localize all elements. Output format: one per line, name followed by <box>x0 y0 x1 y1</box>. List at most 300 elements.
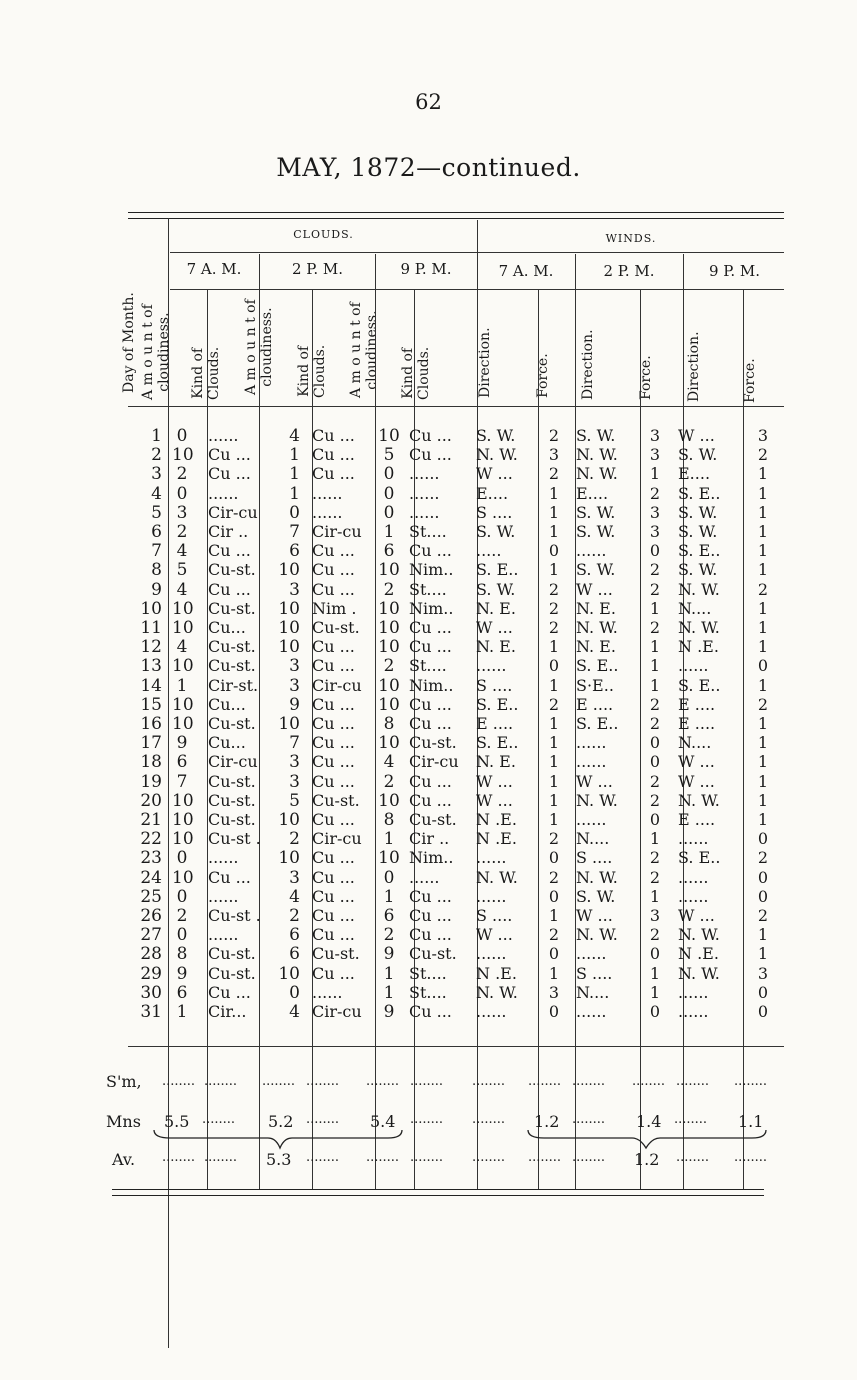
day-cell: 27 <box>140 925 162 946</box>
direction-2pm-cell: W ... <box>576 579 613 599</box>
direction-9pm-cell: S. W. <box>678 522 718 541</box>
mean-dots-5: ........ <box>572 1112 606 1127</box>
amount-9pm-cell: 6 <box>383 906 395 926</box>
force-7am-cell: 1 <box>548 483 560 503</box>
direction-7am-cell: W ... <box>476 925 513 945</box>
force-2pm-cell: 1 <box>649 963 661 983</box>
force-2pm-cell: 2 <box>649 618 661 637</box>
force-7am-cell: 0 <box>548 1002 560 1021</box>
direction-2pm-cell: N. W. <box>576 618 618 637</box>
force-9pm-cell: 1 <box>757 522 769 541</box>
direction-2pm-cell: N.... <box>576 982 610 1002</box>
direction-2pm-cell: S·E.. <box>576 675 614 695</box>
force-2pm-cell: 2 <box>649 771 661 791</box>
day-cell: 11 <box>140 618 162 638</box>
amount-9pm-cell: 6 <box>383 541 395 562</box>
direction-2pm-cell: N. E. <box>576 598 616 618</box>
force-9pm-cell: 2 <box>757 906 769 925</box>
amount-7am-cell: 10 <box>172 694 194 715</box>
time-clouds-9pm: 9 P. M. <box>400 260 452 278</box>
amount-7am-cell: 0 <box>176 848 188 869</box>
kind-2pm-cell: Cu ... <box>312 963 355 983</box>
force-2pm-cell: 1 <box>649 886 661 906</box>
force-7am-cell: 2 <box>548 579 560 599</box>
force-9pm-cell: 1 <box>757 637 769 657</box>
amount-9pm-cell: 5 <box>383 445 395 466</box>
avg-cloud: 5.3 <box>266 1150 292 1169</box>
kind-7am-cell: Cu-st. <box>208 790 256 810</box>
kind-2pm-cell: Nim . <box>312 598 357 618</box>
amount-9pm-cell: 10 <box>378 426 400 446</box>
amount-2pm-cell: 3 <box>289 771 300 792</box>
direction-2pm-cell: W ... <box>576 771 613 791</box>
kind-2pm-cell: Cu-st. <box>312 944 360 964</box>
kind-2pm-cell: Cu ... <box>312 656 355 676</box>
day-cell: 15 <box>140 694 162 715</box>
force-9pm-cell: 0 <box>757 656 769 676</box>
amount-9pm-cell: 8 <box>383 714 395 734</box>
force-9pm-cell: 0 <box>757 982 769 1002</box>
amount-7am-cell: 2 <box>176 522 188 542</box>
kind-2pm-cell: Cu ... <box>312 733 355 753</box>
force-9pm-cell: 1 <box>757 618 769 637</box>
cloud-mean-brace <box>150 1128 410 1152</box>
force-2pm-cell: 1 <box>649 675 661 695</box>
avg-dots-7: ........ <box>528 1150 562 1165</box>
kind-2pm-cell: Cir-cu <box>312 829 362 849</box>
kind-7am-cell: Cu-st . <box>208 829 261 849</box>
table-row <box>0 1001 857 1023</box>
direction-2pm-cell: S. W. <box>576 886 616 906</box>
direction-7am-cell: W ... <box>476 790 513 810</box>
force-2pm-cell: 2 <box>649 867 661 887</box>
force-7am-cell: 2 <box>548 426 560 445</box>
kind-7am-cell: Cu-st. <box>208 963 256 983</box>
force-7am-cell: 1 <box>548 771 560 791</box>
amount-2pm-cell: 1 <box>289 445 300 466</box>
kind-9pm-cell: Cu ... <box>409 445 452 465</box>
top-rule <box>128 212 784 213</box>
direction-2pm-cell: S. W. <box>576 522 616 541</box>
avg-dots-3: ........ <box>306 1150 340 1165</box>
direction-9pm-cell: E.... <box>678 464 711 484</box>
amount-2pm-cell: 10 <box>278 560 300 581</box>
kind-9pm-cell: Nim.. <box>409 560 454 580</box>
header-rule <box>128 406 784 407</box>
kind-7am-cell: ...... <box>208 426 239 445</box>
direction-7am-cell: N. W. <box>476 867 518 887</box>
direction-9pm-cell: ...... <box>678 1002 709 1021</box>
time-winds-7am: 7 A. M. <box>498 262 554 280</box>
amount-7am-cell: 6 <box>176 752 188 773</box>
day-cell: 8 <box>151 560 162 581</box>
amount-2pm-cell: 3 <box>289 656 300 677</box>
amount-7am-cell: 4 <box>176 541 188 562</box>
kind-7am-cell: Cu ... <box>208 541 251 561</box>
force-2pm-cell: 2 <box>649 579 661 599</box>
kind-2pm-cell: ...... <box>312 483 343 503</box>
direction-9pm-cell: N.... <box>678 598 712 618</box>
kind-9pm-cell: St.... <box>409 982 447 1002</box>
top-rule-inner <box>128 218 784 219</box>
direction-2pm-cell: ...... <box>576 733 607 753</box>
day-cell: 4 <box>151 483 162 504</box>
means-label: Mns <box>106 1112 141 1131</box>
force-9pm-cell: 3 <box>757 426 769 445</box>
amount-7am-cell: 0 <box>176 886 188 907</box>
clouds-heading: CLOUDS. <box>293 228 354 241</box>
direction-7am-cell: S .... <box>476 906 513 925</box>
direction-7am-cell: S .... <box>476 502 513 522</box>
page-title: MAY, 1872—continued. <box>276 153 581 182</box>
direction-7am-cell: S. W. <box>476 426 516 445</box>
force-7am-cell: 1 <box>548 714 560 733</box>
force-9pm-cell: 1 <box>757 733 769 753</box>
kind-7am-cell: Cu-st. <box>208 656 256 676</box>
direction-7am-cell: ...... <box>476 1002 507 1021</box>
amount-2pm-cell: 10 <box>278 637 300 658</box>
kind-7am-cell: Cu ... <box>208 982 251 1002</box>
force-2pm-cell: 1 <box>649 464 661 484</box>
amount-7am-cell: 1 <box>176 1002 188 1022</box>
force-9pm-cell: 2 <box>757 848 769 868</box>
kind-9pm-cell: Cir .. <box>409 829 450 849</box>
direction-7am-cell: ...... <box>476 886 507 906</box>
day-cell: 14 <box>140 675 162 696</box>
page-number: 62 <box>415 90 442 114</box>
force-7am-cell: 0 <box>548 944 560 964</box>
day-cell: 21 <box>140 810 162 830</box>
amount-2pm-cell: 10 <box>278 618 300 638</box>
force-2pm-cell: 2 <box>649 694 661 714</box>
kind-9pm-cell: Cu ... <box>409 771 452 791</box>
force-7am-cell: 1 <box>548 522 560 541</box>
amount-2pm-cell: 6 <box>289 541 300 562</box>
day-cell: 1 <box>151 426 162 446</box>
kind-7am-cell: Cu-st. <box>208 944 256 964</box>
force-2pm-cell: 0 <box>649 1002 661 1021</box>
mean-dots-1: ........ <box>202 1112 236 1127</box>
kind-2pm-cell: Cu ... <box>312 637 355 657</box>
force-2pm-cell: 1 <box>649 637 661 657</box>
direction-9pm-cell: W ... <box>678 771 715 791</box>
direction-2pm-cell: S. E.. <box>576 656 619 676</box>
direction-9pm-cell: ...... <box>678 886 709 906</box>
amount-9pm-cell: 0 <box>383 483 395 504</box>
force-2pm-cell: 3 <box>649 522 661 541</box>
kind-7am-cell: Cu... <box>208 618 246 637</box>
amount-9pm-cell: 1 <box>383 522 395 542</box>
amount-2pm-cell: 3 <box>289 675 300 696</box>
amount-9pm-cell: 10 <box>378 598 400 619</box>
kind-7am-cell: Cir-st. <box>208 675 259 695</box>
force-9pm-cell: 1 <box>757 675 769 695</box>
force-9pm-cell: 1 <box>757 502 769 522</box>
direction-9pm-cell: S. E.. <box>678 675 721 695</box>
sums-dots-cell: ........ <box>306 1074 340 1089</box>
amount-7am-cell: 9 <box>176 963 188 984</box>
direction-7am-cell: N. W. <box>476 982 518 1002</box>
amount-2pm-cell: 0 <box>289 982 300 1003</box>
force-7am-cell: 3 <box>548 982 560 1002</box>
force-7am-cell: 1 <box>548 790 560 810</box>
direction-7am-cell: S .... <box>476 675 513 695</box>
force-2pm-cell: 1 <box>649 656 661 676</box>
kind-2pm-cell: Cu ... <box>312 579 355 599</box>
direction-7am-cell: N .E. <box>476 963 517 983</box>
kind-7am-cell: Cu-st. <box>208 637 256 657</box>
kind-2pm-cell: Cir-cu <box>312 1002 362 1021</box>
amount-2pm-cell: 9 <box>289 694 300 715</box>
amount-2pm-cell: 2 <box>289 829 300 850</box>
force-7am-cell: 1 <box>548 733 560 753</box>
amount-9pm-cell: 2 <box>383 771 395 792</box>
amount-7am-cell: 0 <box>176 925 188 946</box>
force-2pm-cell: 0 <box>649 944 661 964</box>
amount-7am-cell: 2 <box>176 906 188 926</box>
footer-rule <box>128 1046 784 1047</box>
kind-7am-cell: Cir .. <box>208 522 249 541</box>
force-7am-cell: 2 <box>548 925 560 945</box>
direction-7am-cell: S. E.. <box>476 733 519 753</box>
amount-9pm-cell: 2 <box>383 925 395 946</box>
kind-7am-cell: Cu-st. <box>208 771 256 791</box>
amount-7am-cell: 10 <box>172 810 194 830</box>
kind-9pm-cell: Cu ... <box>409 886 452 906</box>
kind-7am-cell: ...... <box>208 886 239 906</box>
amount-2pm-cell: 5 <box>289 790 300 811</box>
day-cell: 10 <box>140 598 162 619</box>
direction-2pm-cell: N.... <box>576 829 610 849</box>
force-9pm-cell: 1 <box>757 598 769 618</box>
kind-7am-cell: Cu-st. <box>208 560 256 580</box>
kind-9pm-cell: Cu-st. <box>409 810 457 829</box>
direction-2pm-cell: ...... <box>576 1002 607 1021</box>
kind-7am-cell: Cu ... <box>208 579 251 599</box>
force-2pm-cell: 2 <box>649 790 661 810</box>
kind-2pm-cell: Cu ... <box>312 464 355 484</box>
avg-dots-8: ........ <box>572 1150 606 1165</box>
mean-dots-6: ........ <box>674 1112 708 1127</box>
amount-7am-cell: 6 <box>176 982 188 1003</box>
direction-7am-cell: N .E. <box>476 810 517 829</box>
day-cell: 5 <box>151 502 162 523</box>
kind-9pm-cell: Cu ... <box>409 541 452 561</box>
amount-9pm-cell: 9 <box>383 1002 395 1022</box>
direction-2pm-cell: N. W. <box>576 464 618 484</box>
kind-7am-cell: ...... <box>208 483 239 503</box>
direction-9pm-cell: S. W. <box>678 502 718 522</box>
direction-9pm-cell: E .... <box>678 810 716 829</box>
amount-2pm-cell: 7 <box>289 522 300 542</box>
force-2pm-cell: 3 <box>649 426 661 445</box>
amount-2pm-cell: 10 <box>278 963 300 984</box>
amount-7am-cell: 0 <box>176 426 188 446</box>
avg-label: Av. <box>112 1150 136 1169</box>
force-2pm-cell: 2 <box>649 560 661 580</box>
force-2pm-cell: 0 <box>649 810 661 829</box>
direction-2pm-cell: S. W. <box>576 560 616 580</box>
kind-2pm-cell: Cir-cu <box>312 675 362 695</box>
force-mean-brace <box>524 1128 774 1152</box>
mean-cloud-9pm: 5.4 <box>370 1112 396 1131</box>
force-9pm-cell: 1 <box>757 483 769 503</box>
force-7am-cell: 1 <box>548 810 560 829</box>
mean-dots-3: ........ <box>410 1112 444 1127</box>
sums-dots-cell: ........ <box>162 1074 196 1089</box>
kind-2pm-cell: Cu ... <box>312 445 355 465</box>
kind-9pm-cell: Cu-st. <box>409 944 457 964</box>
force-7am-cell: 1 <box>548 637 560 657</box>
avg-dots-4: ........ <box>366 1150 400 1165</box>
kind-7am-cell: Cu... <box>208 694 246 714</box>
direction-2pm-cell: ...... <box>576 541 607 561</box>
kind-9pm-cell: Nim.. <box>409 848 454 868</box>
direction-9pm-cell: S. E.. <box>678 848 721 868</box>
amount-2pm-cell: 3 <box>289 867 300 888</box>
kind-9pm-cell: St.... <box>409 579 447 599</box>
kind-7am-cell: ...... <box>208 925 239 945</box>
amount-9pm-cell: 0 <box>383 502 395 523</box>
direction-2pm-cell: S .... <box>576 963 613 983</box>
sums-dots-cell: ........ <box>410 1074 444 1089</box>
force-9pm-cell: 1 <box>757 560 769 580</box>
amount-7am-cell: 10 <box>172 618 194 638</box>
direction-2pm-cell: N. W. <box>576 925 618 945</box>
force-2pm-cell: 1 <box>649 598 661 618</box>
amount-2pm-cell: 3 <box>289 752 300 773</box>
avg-dots-10: ........ <box>734 1150 768 1165</box>
direction-9pm-cell: N.... <box>678 733 712 753</box>
force-7am-cell: 1 <box>548 502 560 522</box>
kind-9pm-cell: Cu ... <box>409 790 452 810</box>
amount-2pm-cell: 1 <box>289 483 300 504</box>
kind-2pm-cell: Cu ... <box>312 426 355 445</box>
amount-9pm-cell: 1 <box>383 886 395 907</box>
force-7am-cell: 1 <box>548 752 560 772</box>
amount-9pm-cell: 10 <box>378 694 400 715</box>
day-cell: 16 <box>140 714 162 734</box>
force-7am-cell: 2 <box>548 829 560 849</box>
kind-7am-cell: Cu... <box>208 733 246 753</box>
day-cell: 6 <box>151 522 162 542</box>
day-cell: 28 <box>140 944 162 965</box>
force-2pm-cell: 1 <box>649 982 661 1002</box>
force-7am-cell: 2 <box>548 694 560 714</box>
kind-9pm-cell: Cir-cu <box>409 752 459 772</box>
force-7am-cell: 2 <box>548 598 560 618</box>
avg-dots-6: ........ <box>472 1150 506 1165</box>
avg-dots-1: ........ <box>162 1150 196 1165</box>
amount-2pm-cell: 10 <box>278 714 300 734</box>
amount-2pm-cell: 10 <box>278 848 300 869</box>
direction-2pm-cell: ...... <box>576 944 607 964</box>
amount-2pm-cell: 10 <box>278 598 300 619</box>
force-9pm-cell: 3 <box>757 963 769 983</box>
amount-2pm-cell: 1 <box>289 464 300 485</box>
amount-7am-cell: 7 <box>176 771 188 792</box>
kind-2pm-cell: Cu-st. <box>312 618 360 637</box>
force-7am-cell: 2 <box>548 618 560 637</box>
mean-force-2pm: 1.4 <box>636 1112 662 1131</box>
kind-9pm-cell: Cu ... <box>409 906 452 925</box>
force-7am-cell: 2 <box>548 464 560 484</box>
day-cell: 23 <box>140 848 162 869</box>
direction-9pm-cell: ...... <box>678 982 709 1002</box>
day-cell: 7 <box>151 541 162 562</box>
kind-7am-cell: Cu ... <box>208 445 251 465</box>
force-7am-cell: 1 <box>548 675 560 695</box>
kind-9pm-cell: Cu ... <box>409 925 452 945</box>
direction-2pm-cell: S .... <box>576 848 613 868</box>
force-9pm-cell: 1 <box>757 810 769 829</box>
day-cell: 18 <box>140 752 162 773</box>
kind-7am-cell: ...... <box>208 848 239 868</box>
kind-2pm-cell: Cu ... <box>312 906 355 925</box>
force-2pm-cell: 0 <box>649 733 661 753</box>
sums-dots-cell: ........ <box>632 1074 666 1089</box>
sums-dots-cell: ........ <box>366 1074 400 1089</box>
amount-9pm-cell: 10 <box>378 675 400 696</box>
direction-9pm-cell: N. W. <box>678 579 720 599</box>
kind-2pm-cell: Cu ... <box>312 752 355 772</box>
kind-7am-cell: Cu-st. <box>208 598 256 618</box>
amount-9pm-cell: 10 <box>378 848 400 869</box>
amount-9pm-cell: 0 <box>383 464 395 485</box>
direction-9pm-cell: W ... <box>678 752 715 772</box>
force-9pm-cell: 1 <box>757 771 769 791</box>
direction-2pm-cell: N. W. <box>576 867 618 887</box>
kind-2pm-cell: Cu ... <box>312 810 355 829</box>
force-7am-cell: 0 <box>548 541 560 561</box>
kind-2pm-cell: Cu-st. <box>312 790 360 810</box>
day-cell: 24 <box>140 867 162 888</box>
force-9pm-cell: 1 <box>757 790 769 810</box>
mean-cloud-7am: 5.5 <box>164 1112 190 1131</box>
direction-9pm-cell: N. W. <box>678 963 720 983</box>
amount-2pm-cell: 6 <box>289 944 300 965</box>
force-7am-cell: 0 <box>548 886 560 906</box>
amount-2pm-cell: 4 <box>289 426 300 446</box>
amount-9pm-cell: 1 <box>383 829 395 850</box>
mean-force-7am: 1.2 <box>534 1112 560 1131</box>
day-cell: 13 <box>140 656 162 677</box>
direction-9pm-cell: W ... <box>678 426 715 445</box>
force-9pm-cell: 1 <box>757 925 769 945</box>
force-7am-cell: 3 <box>548 445 560 465</box>
kind-2pm-cell: Cu ... <box>312 848 355 868</box>
amount-7am-cell: 10 <box>172 867 194 888</box>
avg-dots-5: ........ <box>410 1150 444 1165</box>
amount-2pm-cell: 6 <box>289 925 300 946</box>
direction-7am-cell: N. E. <box>476 752 516 772</box>
kind-2pm-cell: Cu ... <box>312 541 355 561</box>
direction-9pm-cell: S. E.. <box>678 541 721 561</box>
kind-9pm-cell: Cu ... <box>409 637 452 657</box>
direction-9pm-cell: S. W. <box>678 445 718 465</box>
amount-2pm-cell: 0 <box>289 502 300 523</box>
mean-dots-2: ........ <box>306 1112 340 1127</box>
direction-2pm-cell: N. W. <box>576 445 618 465</box>
force-7am-cell: 1 <box>548 906 560 925</box>
amount-9pm-cell: 10 <box>378 618 400 638</box>
direction-7am-cell: W ... <box>476 464 513 484</box>
direction-7am-cell: S. E.. <box>476 694 519 714</box>
force-9pm-cell: 1 <box>757 944 769 964</box>
direction-2pm-cell: N. E. <box>576 637 616 657</box>
force-9pm-cell: 0 <box>757 1002 769 1021</box>
bottom-rule <box>112 1189 764 1190</box>
